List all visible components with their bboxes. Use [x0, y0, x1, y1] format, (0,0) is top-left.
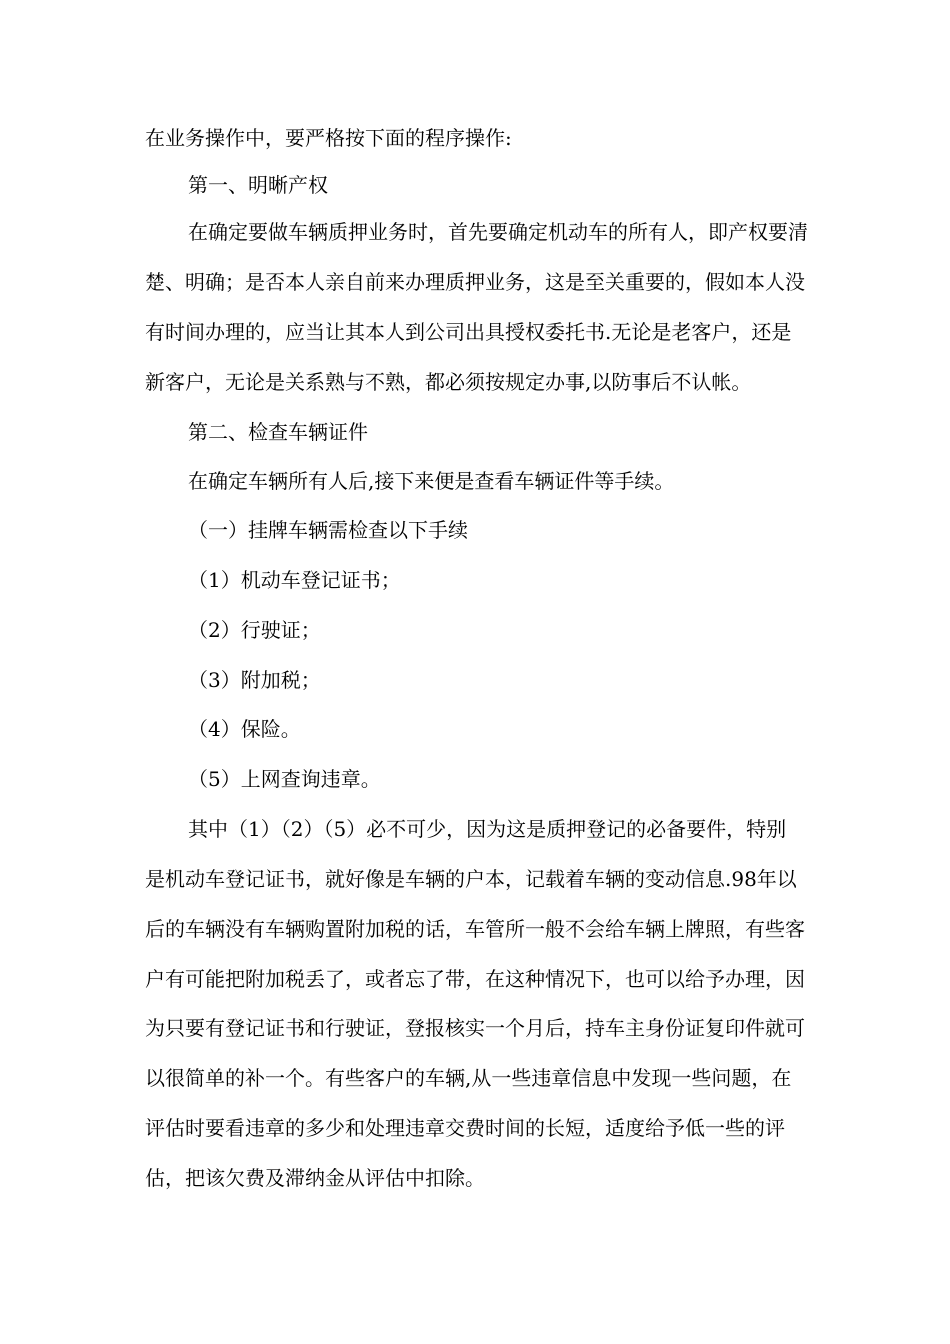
paragraph-1-line-2: 楚、明确；是否本人亲自前来办理质押业务，这是至关重要的，假如本人没 — [145, 270, 805, 294]
paragraph-3-line-1: 其中（1）（2）（5）必不可少，因为这是质押登记的必备要件，特别 — [188, 817, 787, 841]
paragraph-1-line-4: 新客户，无论是关系熟与不熟，都必须按规定办事,以防事后不认帐。 — [145, 370, 752, 394]
paragraph-3-line-5: 为只要有登记证书和行驶证，登报核实一个月后，持车主身份证复印件就可 — [145, 1016, 805, 1040]
paragraph-3-line-6: 以很简单的补一个。有些客户的车辆,从一些违章信息中发现一些问题，在 — [145, 1066, 792, 1090]
paragraph-3-line-3: 后的车辆没有车辆购置附加税的话，车管所一般不会给车辆上牌照，有些客 — [145, 917, 805, 941]
intro-line: 在业务操作中，要严格按下面的程序操作: — [145, 126, 512, 150]
list-item: （1）机动车登记证书； — [188, 568, 401, 592]
list-item: （5）上网查询违章。 — [188, 767, 381, 791]
section-heading-2: 第二、检查车辆证件 — [188, 420, 368, 444]
section-heading-1: 第一、明晰产权 — [188, 173, 328, 197]
paragraph-3-line-2: 是机动车登记证书，就好像是车辆的户本，记载着车辆的变动信息.98年以 — [145, 867, 797, 891]
paragraph-1-line-3: 有时间办理的，应当让其本人到公司出具授权委托书.无论是老客户，还是 — [145, 320, 792, 344]
paragraph-2-line-1: 在确定车辆所有人后,接下来便是查看车辆证件等手续。 — [188, 469, 675, 493]
paragraph-3-line-7: 评估时要看违章的多少和处理违章交费时间的长短，适度给予低一些的评 — [145, 1116, 785, 1140]
paragraph-1-line-1: 在确定要做车辆质押业务时，首先要确定机动车的所有人，即产权要清 — [188, 220, 808, 244]
list-item: （4）保险。 — [188, 717, 301, 741]
paragraph-3-line-4: 户有可能把附加税丢了，或者忘了带，在这种情况下，也可以给予办理，因 — [145, 967, 805, 991]
subheading-1: （一）挂牌车辆需检查以下手续 — [188, 518, 468, 542]
list-item: （2）行驶证； — [188, 618, 321, 642]
paragraph-3-line-8: 估，把该欠费及滞纳金从评估中扣除。 — [145, 1166, 485, 1190]
list-item: （3）附加税； — [188, 668, 321, 692]
